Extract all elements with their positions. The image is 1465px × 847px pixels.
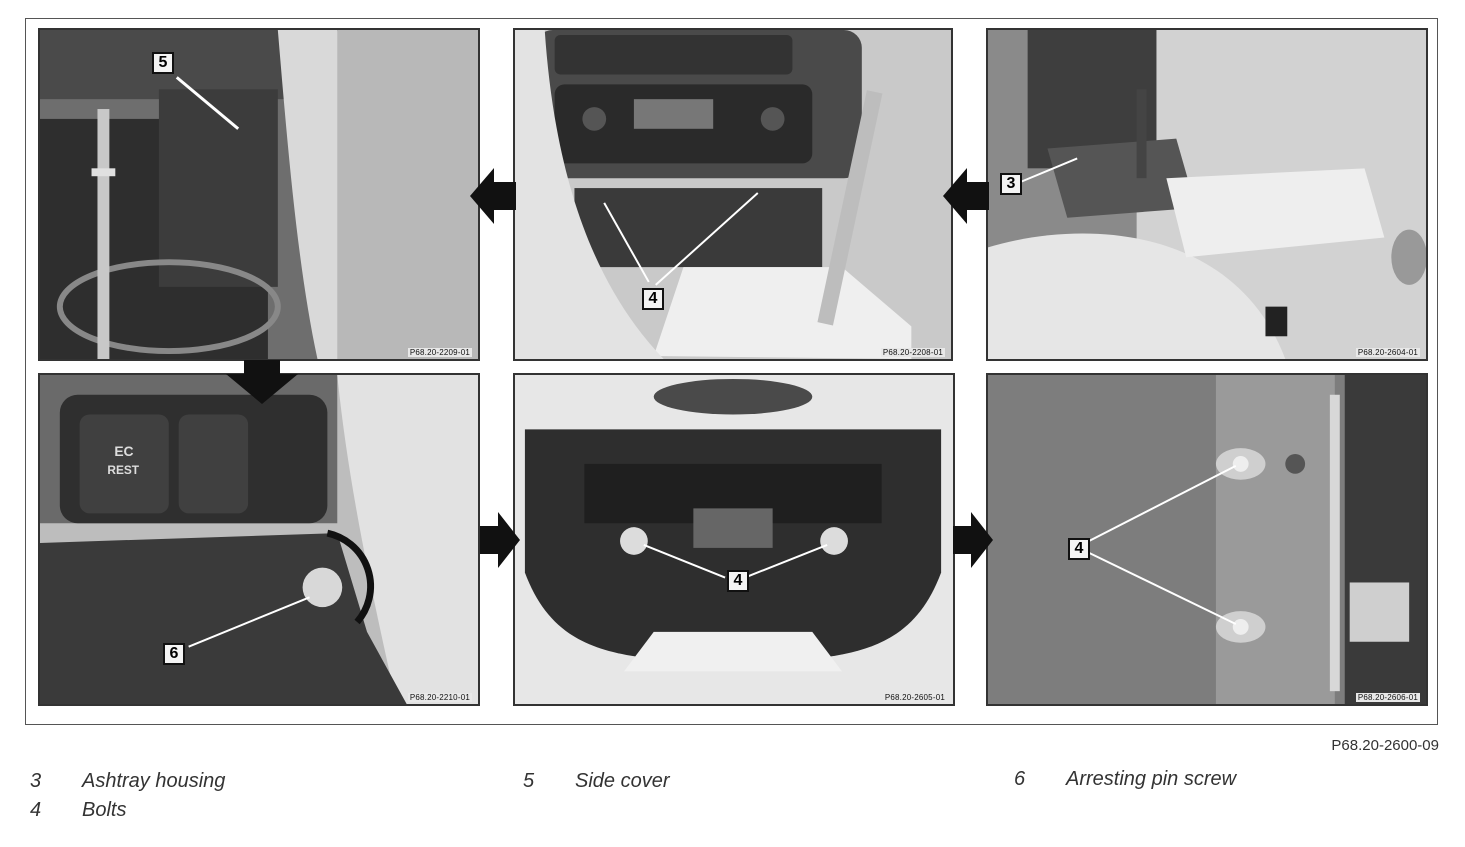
rest-label: REST bbox=[107, 462, 140, 477]
figure-reference: P68.20-2600-09 bbox=[1331, 737, 1439, 754]
photo-side-cover bbox=[40, 30, 478, 359]
ec-label: EC bbox=[114, 443, 134, 460]
legend-number: 6 bbox=[1014, 768, 1026, 790]
photo-panel-6 bbox=[986, 373, 1428, 706]
callout-3: 3 bbox=[1000, 173, 1022, 195]
arrow-left-icon bbox=[470, 168, 516, 224]
callout-4: 4 bbox=[727, 570, 749, 592]
panel-code: P68.20-2605-01 bbox=[884, 693, 945, 702]
photo-bolts-front bbox=[515, 375, 953, 704]
photo-panel-1 bbox=[38, 28, 480, 361]
legend-label: Arresting pin screw bbox=[1066, 768, 1237, 790]
arrow-left-icon bbox=[943, 168, 989, 224]
arrow-down-icon bbox=[226, 360, 298, 404]
photo-panel-2 bbox=[513, 28, 953, 361]
panel-code: P68.20-2209-01 bbox=[409, 348, 470, 357]
photo-panel-3 bbox=[986, 28, 1428, 361]
photo-bolts-underside bbox=[988, 375, 1426, 704]
photo-console-bolts bbox=[515, 30, 951, 359]
legend-label: Ashtray housing bbox=[82, 770, 226, 792]
legend-number: 5 bbox=[523, 770, 535, 792]
legend-label: Side cover bbox=[575, 770, 670, 792]
panel-code: P68.20-2208-01 bbox=[882, 348, 943, 357]
photo-interior-ashtray bbox=[988, 30, 1426, 359]
photo-panel-4 bbox=[38, 373, 480, 706]
arrow-right-icon bbox=[480, 512, 520, 568]
legend-number: 3 bbox=[30, 770, 42, 792]
callout-4: 4 bbox=[642, 288, 664, 310]
legend-number: 4 bbox=[30, 799, 42, 821]
legend-label: Bolts bbox=[82, 799, 127, 821]
panel-code: P68.20-2604-01 bbox=[1357, 348, 1418, 357]
arrow-right-icon bbox=[953, 512, 993, 568]
callout-6: 6 bbox=[163, 643, 185, 665]
callout-5: 5 bbox=[152, 52, 174, 74]
panel-code: P68.20-2606-01 bbox=[1357, 693, 1418, 702]
panel-code: P68.20-2210-01 bbox=[409, 693, 470, 702]
photo-panel-5 bbox=[513, 373, 955, 706]
callout-4: 4 bbox=[1068, 538, 1090, 560]
photo-arresting-pin bbox=[40, 375, 478, 704]
